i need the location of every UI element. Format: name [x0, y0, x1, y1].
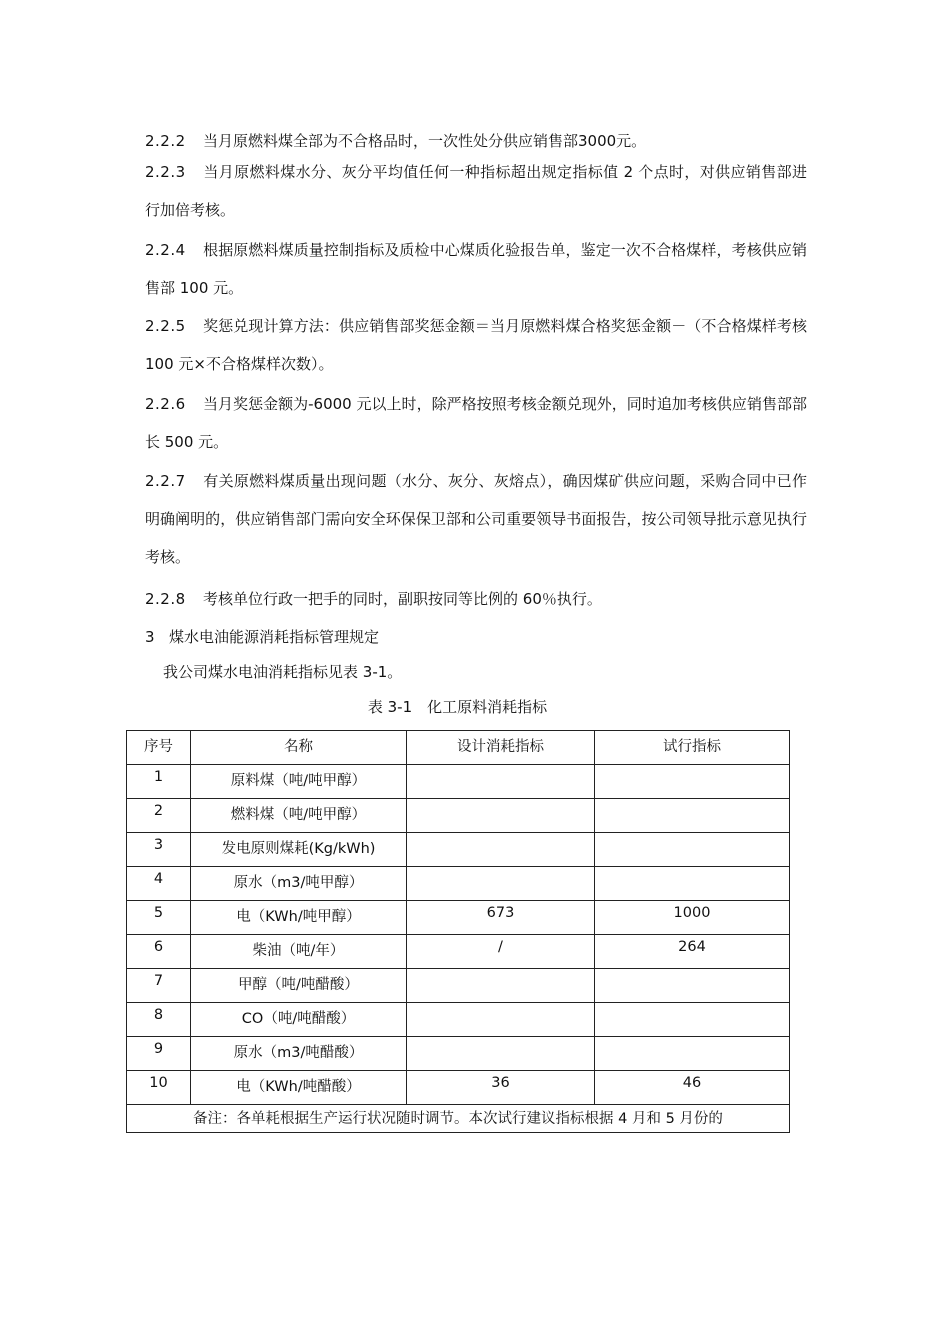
- clause-number: 2.2.4: [145, 241, 186, 259]
- paragraph-2-2-8: [145, 580, 807, 618]
- cell-index: 10: [127, 1071, 191, 1105]
- paragraph-2-2-7: [145, 462, 807, 576]
- cell-trial: 46: [595, 1071, 790, 1105]
- clause-number: 2.2.7: [145, 472, 186, 490]
- clause-text: 当月原燃料煤水分、灰分平均值任何一种指标超出规定指标值 2 个点时，对供应销售部进行加倍考核。: [145, 163, 807, 219]
- table-row: [127, 833, 790, 867]
- table-header-row: [127, 731, 790, 765]
- table-note: 备注：各单耗根据生产运行状况随时调节。本次试行建议指标根据 4 月和 5 月份的: [127, 1105, 790, 1133]
- clause-text: 当月原燃料煤全部为不合格品时，一次性处分供应销售部3000元。: [203, 132, 647, 150]
- cell-index: 2: [127, 799, 191, 833]
- cell-name: 原水（m3/吨甲醇）: [191, 867, 407, 901]
- clause-text: 奖惩兑现计算方法：供应销售部奖惩金额＝当月原燃料煤合格奖惩金额－（不合格煤样考核 100 元×不合格煤样次数）。: [145, 317, 807, 373]
- table-note-row: [127, 1105, 790, 1133]
- paragraph-2-2-3: [145, 153, 807, 229]
- table-row: [127, 867, 790, 901]
- cell-index: 1: [127, 765, 191, 799]
- table-caption: 表 3-1 化工原料消耗指标: [367, 698, 548, 716]
- cell-name: CO（吨/吨醋酸）: [191, 1003, 407, 1037]
- cell-index: 6: [127, 935, 191, 969]
- cell-trial: [595, 1003, 790, 1037]
- table-row: [127, 901, 790, 935]
- cell-name: 原水（m3/吨醋酸）: [191, 1037, 407, 1071]
- clause-text: 当月奖惩金额为-6000 元以上时，除严格按照考核金额兑现外，同时追加考核供应销售部部长 500 元。: [145, 395, 807, 451]
- cell-trial: 1000: [595, 901, 790, 935]
- cell-design: /: [407, 935, 595, 969]
- table-row: [127, 1003, 790, 1037]
- clause-number: 2.2.5: [145, 317, 186, 335]
- cell-design: 36: [407, 1071, 595, 1105]
- section-heading: [145, 625, 379, 649]
- clause-text: 有关原燃料煤质量出现问题（水分、灰分、灰熔点），确因煤矿供应问题，采购合同中已作明确阐明的，供应销售部门需向安全环保保卫部和公司重要领导书面报告，按公司领导批示意见执行考核。: [145, 472, 807, 566]
- table-intro: 我公司煤水电油消耗指标见表 3-1。: [163, 663, 403, 681]
- cell-name: 原料煤（吨/吨甲醇）: [191, 765, 407, 799]
- cell-name: 燃料煤（吨/吨甲醇）: [191, 799, 407, 833]
- cell-index: 9: [127, 1037, 191, 1071]
- cell-name: 发电原则煤耗(Kg/kWh): [191, 833, 407, 867]
- cell-index: 4: [127, 867, 191, 901]
- table-row: [127, 1037, 790, 1071]
- table-row: [127, 969, 790, 1003]
- cell-trial: [595, 799, 790, 833]
- clause-text: 考核单位行政一把手的同时，副职按同等比例的 60％执行。: [203, 590, 602, 608]
- section-title: 煤水电油能源消耗指标管理规定: [169, 628, 380, 646]
- cell-trial: 264: [595, 935, 790, 969]
- table-row: [127, 1071, 790, 1105]
- paragraph-2-2-6: [145, 385, 807, 461]
- clause-text: 根据原燃料煤质量控制指标及质检中心煤质化验报告单，鉴定一次不合格煤样，考核供应销售部 100 元。: [145, 241, 807, 297]
- clause-number: 2.2.8: [145, 590, 186, 608]
- cell-design: [407, 1003, 595, 1037]
- cell-trial: [595, 969, 790, 1003]
- header-trial: 试行指标: [595, 731, 790, 765]
- cell-design: 673: [407, 901, 595, 935]
- cell-index: 3: [127, 833, 191, 867]
- cell-name: 电（KWh/吨甲醇）: [191, 901, 407, 935]
- cell-trial: [595, 833, 790, 867]
- clause-number: 2.2.6: [145, 395, 186, 413]
- table-row: [127, 799, 790, 833]
- consumption-table: [126, 730, 790, 1133]
- cell-index: 7: [127, 969, 191, 1003]
- clause-number: 2.2.2: [145, 132, 186, 150]
- header-index: 序号: [127, 731, 191, 765]
- header-design: 设计消耗指标: [407, 731, 595, 765]
- cell-name: 电（KWh/吨醋酸）: [191, 1071, 407, 1105]
- cell-design: [407, 867, 595, 901]
- cell-design: [407, 765, 595, 799]
- cell-trial: [595, 765, 790, 799]
- cell-design: [407, 833, 595, 867]
- cell-index: 8: [127, 1003, 191, 1037]
- cell-trial: [595, 1037, 790, 1071]
- table-row: [127, 765, 790, 799]
- cell-design: [407, 799, 595, 833]
- cell-index: 5: [127, 901, 191, 935]
- paragraph-2-2-4: [145, 231, 807, 307]
- clause-number: 2.2.3: [145, 163, 186, 181]
- cell-design: [407, 1037, 595, 1071]
- header-name: 名称: [191, 731, 407, 765]
- cell-name: 柴油（吨/年）: [191, 935, 407, 969]
- cell-trial: [595, 867, 790, 901]
- cell-name: 甲醇（吨/吨醋酸）: [191, 969, 407, 1003]
- section-number: 3: [145, 628, 155, 646]
- table-row: [127, 935, 790, 969]
- paragraph-2-2-5: [145, 307, 807, 383]
- cell-design: [407, 969, 595, 1003]
